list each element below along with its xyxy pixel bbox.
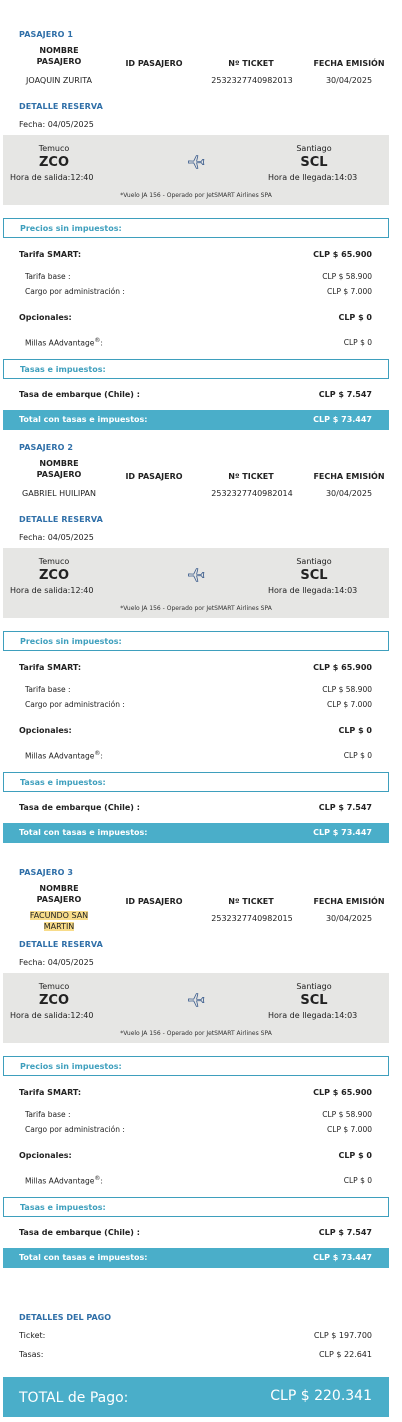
flight-note: *Vuelo JA 156 - Operado por JetSMART Airlines SPA bbox=[120, 192, 272, 199]
tarifa-smart-label: Tarifa SMART: bbox=[19, 663, 82, 672]
payment-ticket-value: CLP $ 197.700 bbox=[313, 1331, 372, 1340]
millas-value: CLP $ 0 bbox=[343, 751, 372, 760]
opcionales-value: CLP $ 0 bbox=[338, 726, 372, 735]
passenger-section bbox=[0, 838, 402, 1262]
header-nombre-pasajero: NOMBRE PASAJERO bbox=[36, 459, 82, 479]
origin-code: ZCO bbox=[38, 993, 70, 1008]
fecha-emision: 30/04/2025 bbox=[325, 76, 373, 85]
cargo-admin-label: Cargo por administración : bbox=[25, 700, 125, 709]
tarifa-base-label: Tarifa base : bbox=[25, 685, 71, 694]
ticket-number: 2532327740982014 bbox=[211, 489, 293, 498]
tarifa-base-value: CLP $ 58.900 bbox=[322, 685, 372, 694]
cargo-admin-label: Cargo por administración : bbox=[25, 287, 125, 296]
fecha-emision: 30/04/2025 bbox=[325, 489, 373, 498]
total-de-pago-value: CLP $ 220.341 bbox=[270, 1388, 372, 1404]
tarifa-base-label: Tarifa base : bbox=[25, 272, 71, 281]
flight-details-box bbox=[3, 973, 389, 1043]
detalle-reserva-title: DETALLE RESERVA bbox=[19, 940, 103, 949]
tasa-embarque-value: CLP $ 7.547 bbox=[318, 390, 372, 399]
airplane-icon bbox=[187, 153, 205, 171]
origin-city: Temuco bbox=[38, 144, 70, 153]
header-id-pasajero: ID PASAJERO bbox=[125, 897, 183, 906]
tasa-embarque-value: CLP $ 7.547 bbox=[318, 1228, 372, 1237]
passenger-title: PASAJERO 1 bbox=[19, 30, 74, 39]
cargo-admin-value: CLP $ 7.000 bbox=[327, 287, 372, 296]
passenger-title: PASAJERO 3 bbox=[19, 868, 74, 877]
detalle-reserva-title: DETALLE RESERVA bbox=[19, 515, 103, 524]
destination-code: SCL bbox=[300, 993, 328, 1008]
tarifa-base-value: CLP $ 58.900 bbox=[322, 1110, 372, 1119]
tarifa-smart-label: Tarifa SMART: bbox=[19, 1088, 82, 1097]
flight-note: *Vuelo JA 156 - Operado por JetSMART Airlines SPA bbox=[120, 605, 272, 612]
ticket-number: 2532327740982015 bbox=[211, 914, 293, 923]
arrival-time: Hora de llegada:14:03 bbox=[268, 1011, 358, 1020]
header-nombre-pasajero: NOMBRE PASAJERO bbox=[36, 46, 82, 66]
flight-details-box bbox=[3, 548, 389, 618]
arrival-time: Hora de llegada:14:03 bbox=[268, 586, 358, 595]
detalle-reserva-title: DETALLE RESERVA bbox=[19, 102, 103, 111]
cargo-admin-value: CLP $ 7.000 bbox=[327, 700, 372, 709]
opcionales-label: Opcionales: bbox=[19, 313, 72, 322]
reservation-date: Fecha: 04/05/2025 bbox=[19, 120, 94, 129]
origin-city: Temuco bbox=[38, 982, 70, 991]
tasas-impuestos-header: Tasas e impuestos: bbox=[3, 359, 389, 379]
total-con-tasas-bar: Total con tasas e impuestos: CLP $ 73.447 bbox=[3, 1248, 389, 1268]
passenger-title: PASAJERO 2 bbox=[19, 443, 74, 452]
tasa-embarque-label: Tasa de embarque (Chile) : bbox=[19, 803, 140, 812]
precios-sin-impuestos-header: Precios sin impuestos: bbox=[3, 218, 389, 238]
origin-code: ZCO bbox=[38, 568, 70, 583]
tarifa-smart-value: CLP $ 65.900 bbox=[313, 663, 372, 672]
precios-sin-impuestos-header: Precios sin impuestos: bbox=[3, 631, 389, 651]
payment-tasas-label: Tasas: bbox=[19, 1350, 44, 1359]
header-fecha-emision: FECHA EMISIÓN bbox=[313, 59, 385, 68]
departure-time: Hora de salida:12:40 bbox=[10, 586, 94, 595]
reservation-date: Fecha: 04/05/2025 bbox=[19, 958, 94, 967]
origin-code: ZCO bbox=[38, 155, 70, 170]
tarifa-base-label: Tarifa base : bbox=[25, 1110, 71, 1119]
destination-city: Santiago bbox=[296, 144, 332, 153]
tarifa-base-value: CLP $ 58.900 bbox=[322, 272, 372, 281]
header-ticket: Nº TICKET bbox=[228, 59, 274, 68]
cargo-admin-value: CLP $ 7.000 bbox=[327, 1125, 372, 1134]
arrival-time: Hora de llegada:14:03 bbox=[268, 173, 358, 182]
tasa-embarque-label: Tasa de embarque (Chile) : bbox=[19, 1228, 140, 1237]
header-fecha-emision: FECHA EMISIÓN bbox=[313, 897, 385, 906]
millas-label: Millas AAdvantage®: bbox=[25, 750, 103, 761]
destination-code: SCL bbox=[300, 155, 328, 170]
destination-city: Santiago bbox=[296, 982, 332, 991]
precios-sin-impuestos-header: Precios sin impuestos: bbox=[3, 1056, 389, 1076]
header-id-pasajero: ID PASAJERO bbox=[125, 59, 183, 68]
origin-city: Temuco bbox=[38, 557, 70, 566]
airplane-icon bbox=[187, 991, 205, 1009]
header-fecha-emision: FECHA EMISIÓN bbox=[313, 472, 385, 481]
total-de-pago-bar bbox=[3, 1377, 389, 1417]
millas-value: CLP $ 0 bbox=[343, 338, 372, 347]
millas-label: Millas AAdvantage®: bbox=[25, 1175, 103, 1186]
tarifa-smart-value: CLP $ 65.900 bbox=[313, 250, 372, 259]
cargo-admin-label: Cargo por administración : bbox=[25, 1125, 125, 1134]
destination-city: Santiago bbox=[296, 557, 332, 566]
tasa-embarque-value: CLP $ 7.547 bbox=[318, 803, 372, 812]
tarifa-smart-label: Tarifa SMART: bbox=[19, 250, 82, 259]
payment-tasas-value: CLP $ 22.641 bbox=[318, 1350, 372, 1359]
destination-code: SCL bbox=[300, 568, 328, 583]
tasas-impuestos-header: Tasas e impuestos: bbox=[3, 772, 389, 792]
header-ticket: Nº TICKET bbox=[228, 897, 274, 906]
fecha-emision: 30/04/2025 bbox=[325, 914, 373, 923]
departure-time: Hora de salida:12:40 bbox=[10, 173, 94, 182]
millas-label: Millas AAdvantage®: bbox=[25, 337, 103, 348]
departure-time: Hora de salida:12:40 bbox=[10, 1011, 94, 1020]
opcionales-label: Opcionales: bbox=[19, 726, 72, 735]
tasa-embarque-label: Tasa de embarque (Chile) : bbox=[19, 390, 140, 399]
passenger-section bbox=[0, 413, 402, 837]
header-ticket: Nº TICKET bbox=[228, 472, 274, 481]
flight-note: *Vuelo JA 156 - Operado por JetSMART Airlines SPA bbox=[120, 1030, 272, 1037]
millas-value: CLP $ 0 bbox=[343, 1176, 372, 1185]
passenger-name: JOAQUIN ZURITA bbox=[26, 76, 92, 85]
flight-details-box bbox=[3, 135, 389, 205]
passenger-name: FACUNDO SAN MARTIN bbox=[29, 911, 89, 931]
ticket-number: 2532327740982013 bbox=[211, 76, 293, 85]
header-id-pasajero: ID PASAJERO bbox=[125, 472, 183, 481]
airplane-icon bbox=[187, 566, 205, 584]
opcionales-label: Opcionales: bbox=[19, 1151, 72, 1160]
opcionales-value: CLP $ 0 bbox=[338, 313, 372, 322]
reservation-date: Fecha: 04/05/2025 bbox=[19, 533, 94, 542]
tasas-impuestos-header: Tasas e impuestos: bbox=[3, 1197, 389, 1217]
tarifa-smart-value: CLP $ 65.900 bbox=[313, 1088, 372, 1097]
payment-ticket-label: Ticket: bbox=[19, 1331, 46, 1340]
passenger-name: GABRIEL HUILIPAN bbox=[22, 489, 96, 498]
header-nombre-pasajero: NOMBRE PASAJERO bbox=[36, 884, 82, 904]
opcionales-value: CLP $ 0 bbox=[338, 1151, 372, 1160]
detalles-pago-title: DETALLES DEL PAGO bbox=[19, 1313, 112, 1322]
total-con-tasas-bar: Total con tasas e impuestos: CLP $ 73.447 bbox=[3, 823, 389, 843]
total-de-pago-label: TOTAL de Pago: bbox=[19, 1390, 129, 1406]
passenger-section bbox=[0, 0, 402, 424]
total-con-tasas-bar: Total con tasas e impuestos: CLP $ 73.447 bbox=[3, 410, 389, 430]
